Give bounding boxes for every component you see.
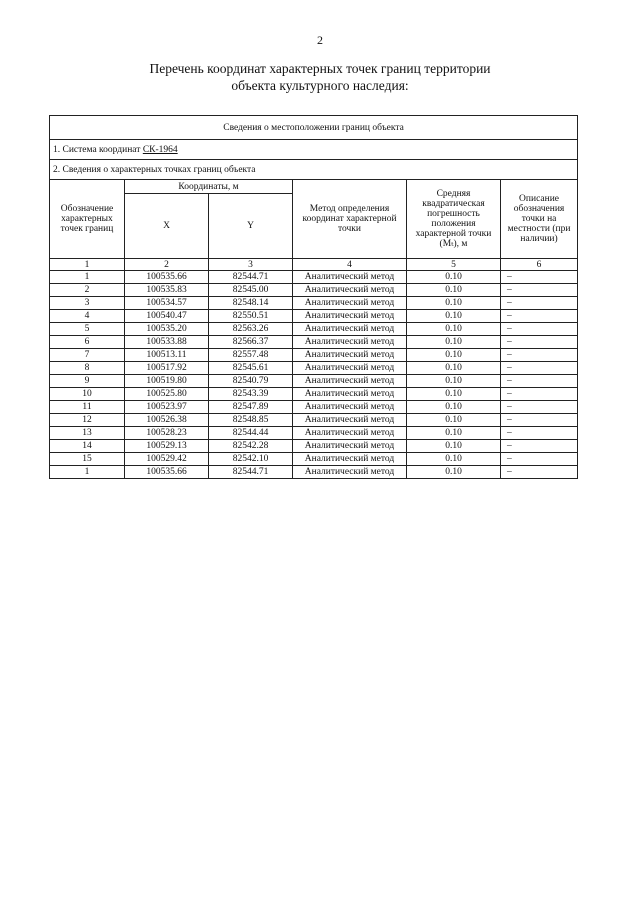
x-cell: 100519.80 [125,375,209,388]
point-cell: 4 [50,310,125,323]
table-row [50,453,578,466]
table-row [50,414,578,427]
x-cell: 100534.57 [125,297,209,310]
method-cell: Аналитический метод [293,427,407,440]
col-number: 3 [209,259,293,271]
y-cell: 82550.51 [209,310,293,323]
x-cell: 100513.11 [125,349,209,362]
method-cell: Аналитический метод [293,310,407,323]
title-line-1: Перечень координат характерных точек границ территории [149,61,491,76]
data-rows [50,271,578,479]
x-cell: 100529.42 [125,453,209,466]
method-cell: Аналитический метод [293,453,407,466]
y-cell: 82544.71 [209,466,293,479]
y-cell: 82545.00 [209,284,293,297]
accuracy-cell: 0.10 [407,375,501,388]
description-cell: – [501,427,578,440]
description-cell: – [501,323,578,336]
col-point-label: Обозначение характерных точек границ [50,180,125,259]
y-cell: 82563.26 [209,323,293,336]
x-cell: 100535.83 [125,284,209,297]
col-number: 4 [293,259,407,271]
document-title [0,60,640,94]
table-row [50,375,578,388]
description-cell: – [501,271,578,284]
coordinate-system-prefix: 1. Система координат [53,144,143,155]
method-cell: Аналитический метод [293,375,407,388]
description-cell: – [501,284,578,297]
method-cell: Аналитический метод [293,401,407,414]
point-cell: 5 [50,323,125,336]
x-cell: 100517.92 [125,362,209,375]
table-row [50,427,578,440]
y-cell: 82544.71 [209,271,293,284]
accuracy-cell: 0.10 [407,271,501,284]
x-cell: 100523.97 [125,401,209,414]
accuracy-cell: 0.10 [407,310,501,323]
point-cell: 14 [50,440,125,453]
method-cell: Аналитический метод [293,336,407,349]
points-info-row: 2. Сведения о характерных точках границ объекта [50,160,578,180]
method-cell: Аналитический метод [293,388,407,401]
point-cell: 3 [50,297,125,310]
description-cell: – [501,349,578,362]
table-row [50,336,578,349]
accuracy-cell: 0.10 [407,427,501,440]
y-cell: 82566.37 [209,336,293,349]
description-cell: – [501,440,578,453]
accuracy-cell: 0.10 [407,284,501,297]
description-cell: – [501,401,578,414]
method-cell: Аналитический метод [293,349,407,362]
method-cell: Аналитический метод [293,323,407,336]
coordinate-system-row [50,140,578,160]
accuracy-cell: 0.10 [407,388,501,401]
x-cell: 100540.47 [125,310,209,323]
point-cell: 2 [50,284,125,297]
accuracy-cell: 0.10 [407,362,501,375]
col-coords-label: Координаты, м [125,180,293,194]
accuracy-cell: 0.10 [407,466,501,479]
table-row [50,440,578,453]
accuracy-cell: 0.10 [407,297,501,310]
x-cell: 100528.23 [125,427,209,440]
method-cell: Аналитический метод [293,362,407,375]
method-cell: Аналитический метод [293,271,407,284]
description-cell: – [501,297,578,310]
table-row [50,310,578,323]
point-cell: 1 [50,466,125,479]
x-cell: 100535.66 [125,466,209,479]
accuracy-cell: 0.10 [407,336,501,349]
method-cell: Аналитический метод [293,284,407,297]
table-row [50,362,578,375]
table-row [50,349,578,362]
method-cell: Аналитический метод [293,466,407,479]
y-cell: 82542.28 [209,440,293,453]
y-cell: 82548.14 [209,297,293,310]
table-row [50,388,578,401]
description-cell: – [501,453,578,466]
point-cell: 12 [50,414,125,427]
y-cell: 82548.85 [209,414,293,427]
table-row [50,466,578,479]
col-method-label: Метод определения координат характерной точки [293,180,407,259]
accuracy-cell: 0.10 [407,349,501,362]
col-description-label: Описание обозначения точки на местности (при наличии) [501,180,578,259]
accuracy-cell: 0.10 [407,401,501,414]
col-number: 5 [407,259,501,271]
title-line-2: объекта культурного наследия: [231,78,409,93]
y-cell: 82547.89 [209,401,293,414]
table-row [50,297,578,310]
x-cell: 100535.20 [125,323,209,336]
description-cell: – [501,336,578,349]
col-y-label: Y [209,194,293,259]
accuracy-cell: 0.10 [407,414,501,427]
table-row [50,271,578,284]
point-cell: 11 [50,401,125,414]
method-cell: Аналитический метод [293,414,407,427]
description-cell: – [501,362,578,375]
page-number: 2 [317,33,323,47]
col-number: 6 [501,259,578,271]
coordinate-system-value: СК-1964 [142,144,178,155]
point-cell: 6 [50,336,125,349]
point-cell: 10 [50,388,125,401]
section-header: Сведения о местоположении границ объекта [50,116,578,140]
point-cell: 15 [50,453,125,466]
coordinates-table [49,115,578,479]
accuracy-cell: 0.10 [407,323,501,336]
y-cell: 82542.10 [209,453,293,466]
description-cell: – [501,388,578,401]
description-cell: – [501,466,578,479]
accuracy-cell: 0.10 [407,440,501,453]
point-cell: 1 [50,271,125,284]
point-cell: 7 [50,349,125,362]
col-x-label: X [125,194,209,259]
x-cell: 100533.88 [125,336,209,349]
table-row [50,284,578,297]
y-cell: 82544.44 [209,427,293,440]
point-cell: 13 [50,427,125,440]
point-cell: 8 [50,362,125,375]
col-accuracy-label: Средняя квадратическая погрешность положения характерной точки (Мₜ), м [407,180,501,259]
x-cell: 100535.66 [125,271,209,284]
point-cell: 9 [50,375,125,388]
accuracy-cell: 0.10 [407,453,501,466]
x-cell: 100526.38 [125,414,209,427]
description-cell: – [501,310,578,323]
y-cell: 82540.79 [209,375,293,388]
col-number: 2 [125,259,209,271]
description-cell: – [501,375,578,388]
col-number: 1 [50,259,125,271]
y-cell: 82543.39 [209,388,293,401]
table-row [50,401,578,414]
method-cell: Аналитический метод [293,297,407,310]
y-cell: 82545.61 [209,362,293,375]
x-cell: 100529.13 [125,440,209,453]
method-cell: Аналитический метод [293,440,407,453]
y-cell: 82557.48 [209,349,293,362]
description-cell: – [501,414,578,427]
x-cell: 100525.80 [125,388,209,401]
table-row [50,323,578,336]
